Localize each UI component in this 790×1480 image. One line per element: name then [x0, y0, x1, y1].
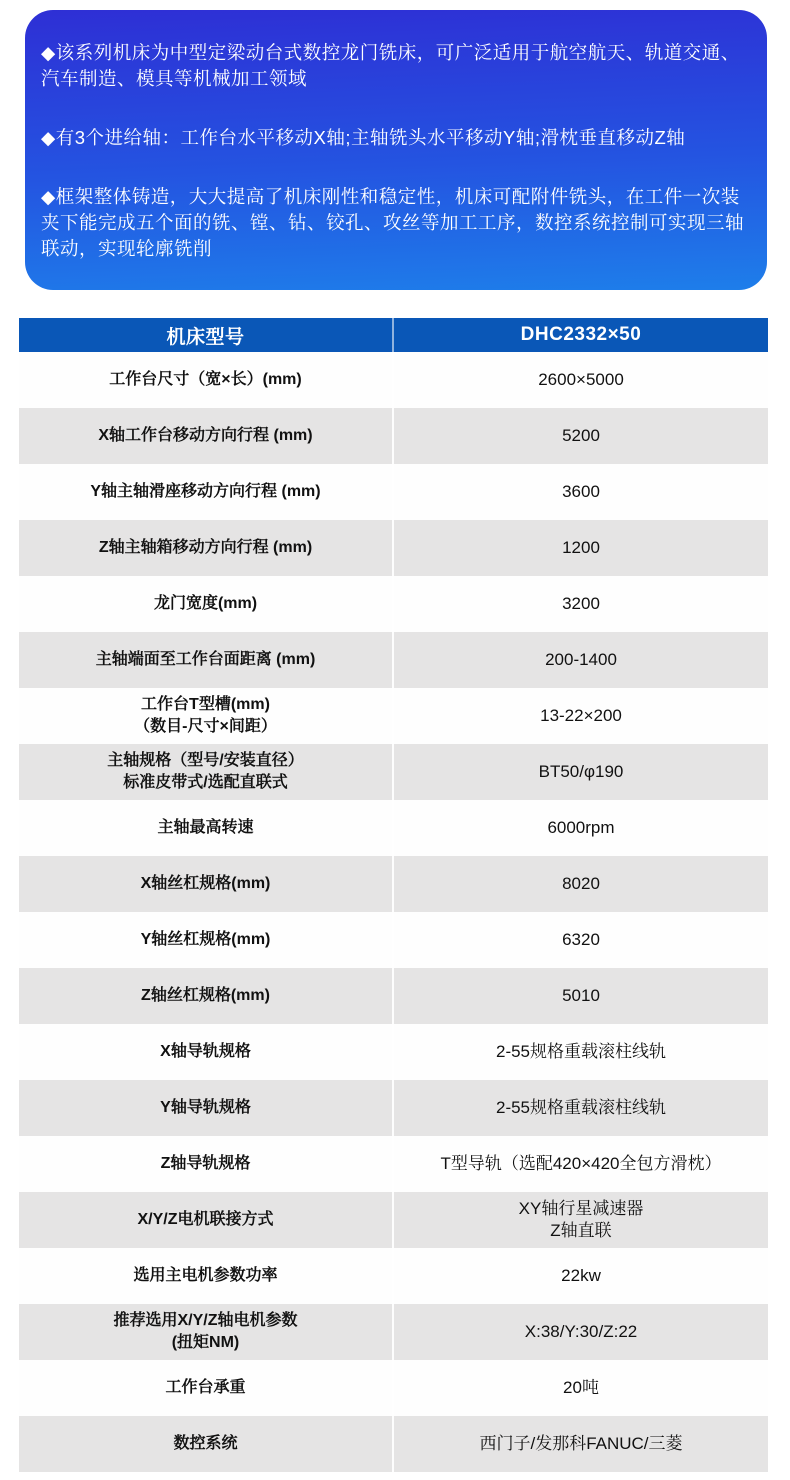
- intro-bullet-3: ◆框架整体铸造，大大提高了机床刚性和稳定性，机床可配附件铣头，在工件一次装夹下能完成五个面的铣、镗、钻、铰孔、攻丝等加工工序，数控系统控制可实现三轴联动，实现轮廓铣削: [41, 186, 745, 259]
- spec-value-cell: [394, 632, 768, 688]
- spec-value-line: 8020: [562, 874, 600, 893]
- spec-value-line: 2-55规格重载滚柱线轨: [495, 1042, 667, 1061]
- spec-label-line: X轴工作台移动方向行程 (mm): [98, 427, 313, 444]
- spec-value-line: 2-55规格重载滚柱线轨: [495, 1098, 667, 1117]
- spec-label-line: 主轴最高转速: [157, 819, 254, 836]
- spec-value-cell: [394, 464, 768, 520]
- table-row: [19, 1360, 768, 1416]
- spec-label-cell: [19, 408, 394, 464]
- spec-table-body: [19, 352, 768, 1472]
- spec-value-cell: [394, 912, 768, 968]
- spec-value-cell: [394, 1136, 768, 1192]
- spec-table: [19, 318, 768, 1472]
- spec-label-line: Z轴导轨规格: [160, 1155, 251, 1172]
- spec-value-cell: [394, 856, 768, 912]
- spec-value-cell: [394, 352, 768, 408]
- spec-value-cell: [394, 744, 768, 800]
- table-row: [19, 632, 768, 688]
- spec-value-line: 6000rpm: [547, 818, 615, 837]
- spec-label-line: X/Y/Z电机联接方式: [137, 1211, 274, 1228]
- spec-label-cell: [19, 912, 394, 968]
- spec-value-cell: [394, 520, 768, 576]
- spec-label-line: 龙门宽度(mm): [153, 595, 258, 612]
- spec-label-cell: [19, 632, 394, 688]
- spec-value-line: Z轴直联: [550, 1221, 612, 1240]
- header-model-value: DHC2332×50: [520, 324, 642, 345]
- spec-value-line: X:38/Y:30/Z:22: [524, 1322, 638, 1341]
- table-row: [19, 800, 768, 856]
- spec-value-cell: [394, 968, 768, 1024]
- spec-label-line: 数控系统: [173, 1435, 238, 1452]
- spec-table-header: [19, 318, 768, 352]
- spec-label-cell: [19, 520, 394, 576]
- spec-label-line: 工作台T型槽(mm): [141, 696, 270, 713]
- spec-label-cell: [19, 576, 394, 632]
- spec-value-cell: [394, 800, 768, 856]
- spec-label-line: (扭矩NM): [171, 1334, 240, 1351]
- table-row: [19, 1416, 768, 1472]
- spec-value-cell: [394, 408, 768, 464]
- spec-label-line: X轴导轨规格: [160, 1043, 251, 1060]
- spec-label-cell: [19, 800, 394, 856]
- spec-label-line: 工作台承重: [165, 1379, 246, 1396]
- table-row: [19, 744, 768, 800]
- spec-value-cell: [394, 1192, 768, 1248]
- spec-value-line: 2600×5000: [538, 370, 624, 389]
- spec-label-cell: [19, 1248, 394, 1304]
- spec-value-line: XY轴行星减速器: [518, 1199, 644, 1218]
- spec-value-line: 5010: [562, 986, 600, 1005]
- spec-value-cell: [394, 688, 768, 744]
- spec-label-line: 标准皮带式/选配直联式: [123, 774, 288, 791]
- spec-value-line: 3200: [562, 594, 600, 613]
- spec-value-cell: [394, 1360, 768, 1416]
- spec-label-cell: [19, 688, 394, 744]
- spec-value-cell: [394, 576, 768, 632]
- spec-label-line: X轴丝杠规格(mm): [140, 875, 271, 892]
- spec-label-line: Y轴导轨规格: [160, 1099, 251, 1116]
- spec-value-cell: [394, 1248, 768, 1304]
- spec-value-cell: [394, 1304, 768, 1360]
- table-row: [19, 968, 768, 1024]
- table-row: [19, 352, 768, 408]
- spec-label-cell: [19, 1192, 394, 1248]
- intro-bullet-1: ◆该系列机床为中型定梁动台式数控龙门铣床，可广泛适用于航空航天、轨道交通、汽车制造、模具等机械加工领域: [41, 42, 740, 89]
- spec-value-cell: [394, 1080, 768, 1136]
- table-row: [19, 464, 768, 520]
- spec-label-line: Y轴丝杠规格(mm): [140, 931, 271, 948]
- intro-bullet-2: ◆有3个进给轴：工作台水平移动X轴;主轴铣头水平移动Y轴;滑枕垂直移动Z轴: [41, 127, 686, 148]
- spec-label-cell: [19, 744, 394, 800]
- table-row: [19, 576, 768, 632]
- spec-value-line: 200-1400: [545, 650, 617, 669]
- spec-value-cell: [394, 1024, 768, 1080]
- spec-label-line: （数目-尺寸×间距）: [134, 718, 277, 735]
- spec-value-line: 西门子/发那科FANUC/三菱: [479, 1434, 683, 1453]
- table-row: [19, 856, 768, 912]
- spec-label-line: 工作台尺寸（宽×长）(mm): [109, 371, 302, 388]
- spec-label-cell: [19, 464, 394, 520]
- spec-label-line: Z轴丝杠规格(mm): [141, 987, 270, 1004]
- header-param-label: 机床型号: [19, 318, 394, 352]
- spec-label-line: 推荐选用X/Y/Z轴电机参数: [113, 1312, 298, 1329]
- spec-label-cell: [19, 1024, 394, 1080]
- spec-value-line: BT50/φ190: [538, 762, 624, 781]
- spec-label-cell: [19, 1080, 394, 1136]
- table-row: [19, 1080, 768, 1136]
- spec-value-line: 1200: [562, 538, 600, 557]
- spec-label-cell: [19, 352, 394, 408]
- table-row: [19, 1248, 768, 1304]
- spec-label-cell: [19, 1416, 394, 1472]
- spec-value-line: T型导轨（选配420×420全包方滑枕）: [440, 1154, 722, 1173]
- spec-label-line: 主轴规格（型号/安装直径）: [107, 752, 304, 769]
- spec-value-line: 20吨: [563, 1378, 599, 1397]
- spec-value-line: 22kw: [561, 1266, 601, 1285]
- spec-value-line: 5200: [562, 426, 600, 445]
- table-row: [19, 520, 768, 576]
- intro-panel: [25, 10, 767, 290]
- spec-value-line: 13-22×200: [540, 706, 622, 725]
- table-row: [19, 688, 768, 744]
- spec-label-line: Z轴主轴箱移动方向行程 (mm): [98, 539, 313, 556]
- spec-label-cell: [19, 1304, 394, 1360]
- spec-label-line: 选用主电机参数功率: [133, 1267, 278, 1284]
- spec-label-cell: [19, 968, 394, 1024]
- table-row: [19, 1304, 768, 1360]
- table-row: [19, 1024, 768, 1080]
- spec-label-cell: [19, 1136, 394, 1192]
- spec-label-cell: [19, 856, 394, 912]
- spec-value-line: 3600: [562, 482, 600, 501]
- table-row: [19, 1192, 768, 1248]
- table-row: [19, 1136, 768, 1192]
- spec-label-line: Y轴主轴滑座移动方向行程 (mm): [90, 483, 321, 500]
- table-row: [19, 912, 768, 968]
- spec-label-cell: [19, 1360, 394, 1416]
- spec-value-line: 6320: [562, 930, 600, 949]
- spec-value-cell: [394, 1416, 768, 1472]
- spec-label-line: 主轴端面至工作台面距离 (mm): [95, 651, 316, 668]
- table-row: [19, 408, 768, 464]
